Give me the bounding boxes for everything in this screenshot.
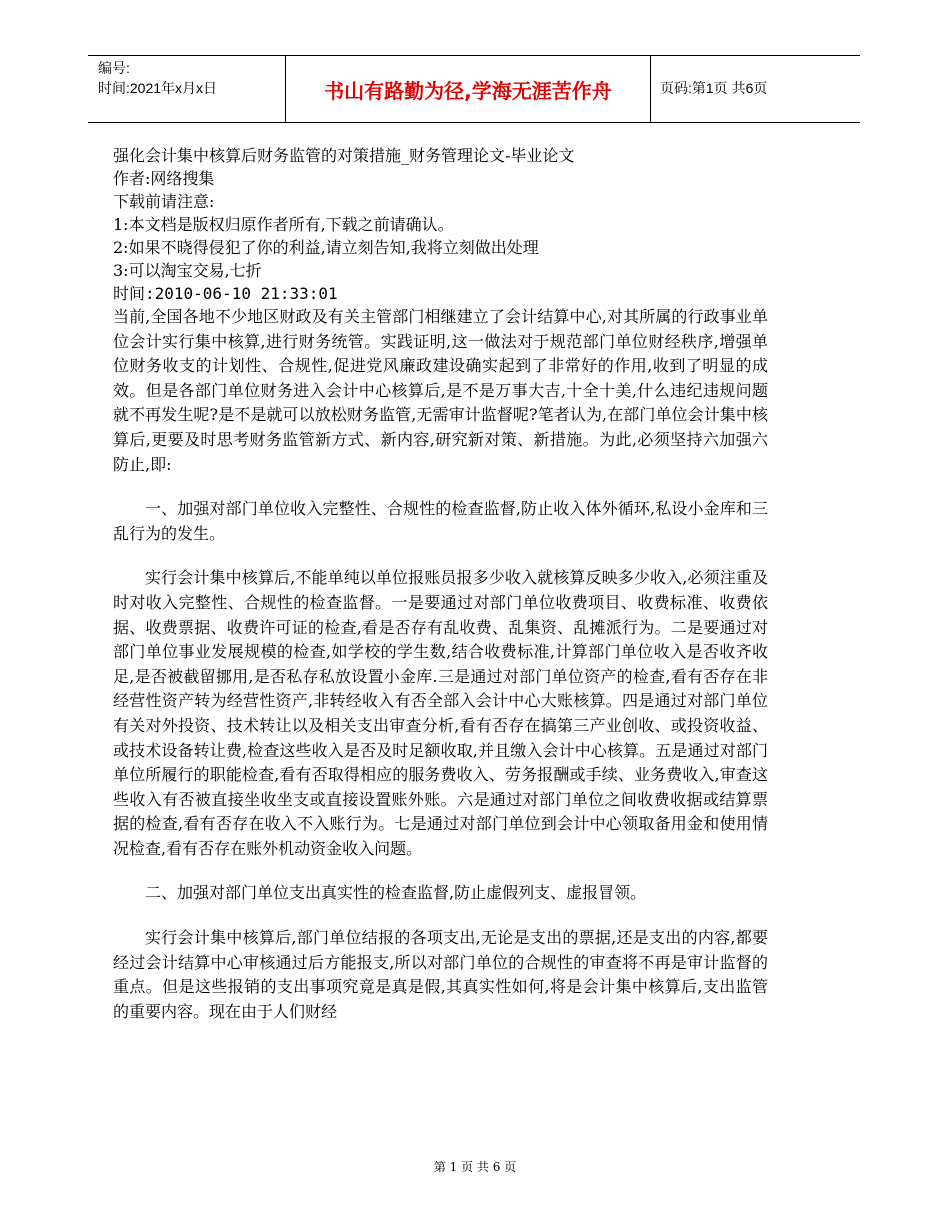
section-heading-1: 一、加强对部门单位收入完整性、合规性的检查监督,防止收入体外循环,私设小金库和三乱行为的发生。 xyxy=(113,499,768,543)
doc-time: 时间:2010-06-10 21:33:01 xyxy=(113,284,338,303)
notice-item-1: 1:本文档是版权归原作者所有,下载之前请确认。 xyxy=(113,215,454,234)
section-body-2: 实行会计集中核算后,部门单位结报的各项支出,无论是支出的票据,还是支出的内容,都要经过会计结算中心审核通过后方能报支,所以对部门单位的合规性的审查将不再是审计监督的重点。但是这些报销的支出事项究竟是真是假,其真实性如何,将是会计集中核算后,支出监管的重要内容。现在由于人们财经 xyxy=(113,928,768,1021)
header-info xyxy=(98,58,293,98)
section-heading-2: 二、加强对部门单位支出真实性的检查监督,防止虚假列支、虚报冒领。 xyxy=(145,883,647,903)
doc-author: 作者:网络搜集 xyxy=(113,169,215,188)
number-label: 编号: xyxy=(98,60,130,76)
notice-heading: 下载前请注意: xyxy=(113,192,215,211)
header-table xyxy=(88,55,860,123)
notice-item-3: 3:可以淘宝交易,七折 xyxy=(113,261,262,280)
header-divider xyxy=(650,56,651,122)
section-body-1: 实行会计集中核算后,不能单纯以单位报账员报多少收入就核算反映多少收入,必须注重及时对收入完整性、合规性的检查监督。一是要通过对部门单位收费项目、收费标准、收费依据、收费票据、收费许可证的检查,看是否存有乱收费、乱集资、乱摊派行为。二是要通过对部门单位事业发展规模的检查,如学校的学生数,结合收费标准,计算部门单位收入是否收齐收足,是否被截留挪用,是否私存私放设置小金库.三是通过对部门单位资产的检查,看有否存在非经营性资产转为经营性资产,非转经收入有否全部入会计中心大账核算。四是通过对部门单位有关对外投资、技术转让以及相关支出审查分析,看有否存在搞第三产业创收、或投资收益、或技术设备转让费,检查这些收入是否及时足额收取,并且缴入会计中心核算。五是通过对部门单位所履行的职能检查,看有否取得相应的服务费收入、劳务报酬或手续、业务费收入,审查这些收入有否被直接坐收坐支或直接设置账外账。六是通过对部门单位之间收费收据或结算票据的检查,看有否存在收入不入账行为。七是通过对部门单位到会计中心领取备用金和使用情况检查,看有否存在账外机动资金收入问题。 xyxy=(113,568,768,858)
page-footer: 第 1 页 共 6 页 xyxy=(433,1160,517,1174)
doc-title: 强化会计集中核算后财务监管的对策措施_财务管理论文-毕业论文 xyxy=(113,146,575,165)
motto: 书山有路勤为径,学海无涯苦作舟 xyxy=(324,78,612,103)
page-label: 页码:第1页 共6页 xyxy=(660,80,768,96)
date-label: 时间:2021年x月x日 xyxy=(98,80,218,96)
intro-paragraph: 当前,全国各地不少地区财政及有关主管部门相继建立了会计结算中心,对其所属的行政事业单位会计实行集中核算,进行财务统管。实践证明,这一做法对于规范部门单位财经秩序,增强单位财务收支的计划性、合规性,促进党风廉政建设确实起到了非常好的作用,收到了明显的成效。但是各部门单位财务进入会计中心核算后,是不是万事大吉,十全十美,什么违纪违规问题就不再发生呢?是不是就可以放松财务监管,无需审计监督呢?笔者认为,在部门单位会计集中核算后,更要及时思考财务监管新方式、新内容,研究新对策、新措施。为此,必须坚持六加强六防止,即: xyxy=(113,307,768,474)
document-body xyxy=(113,144,768,1024)
notice-item-2: 2:如果不晓得侵犯了你的利益,请立刻告知,我将立刻做出处理 xyxy=(113,238,539,257)
